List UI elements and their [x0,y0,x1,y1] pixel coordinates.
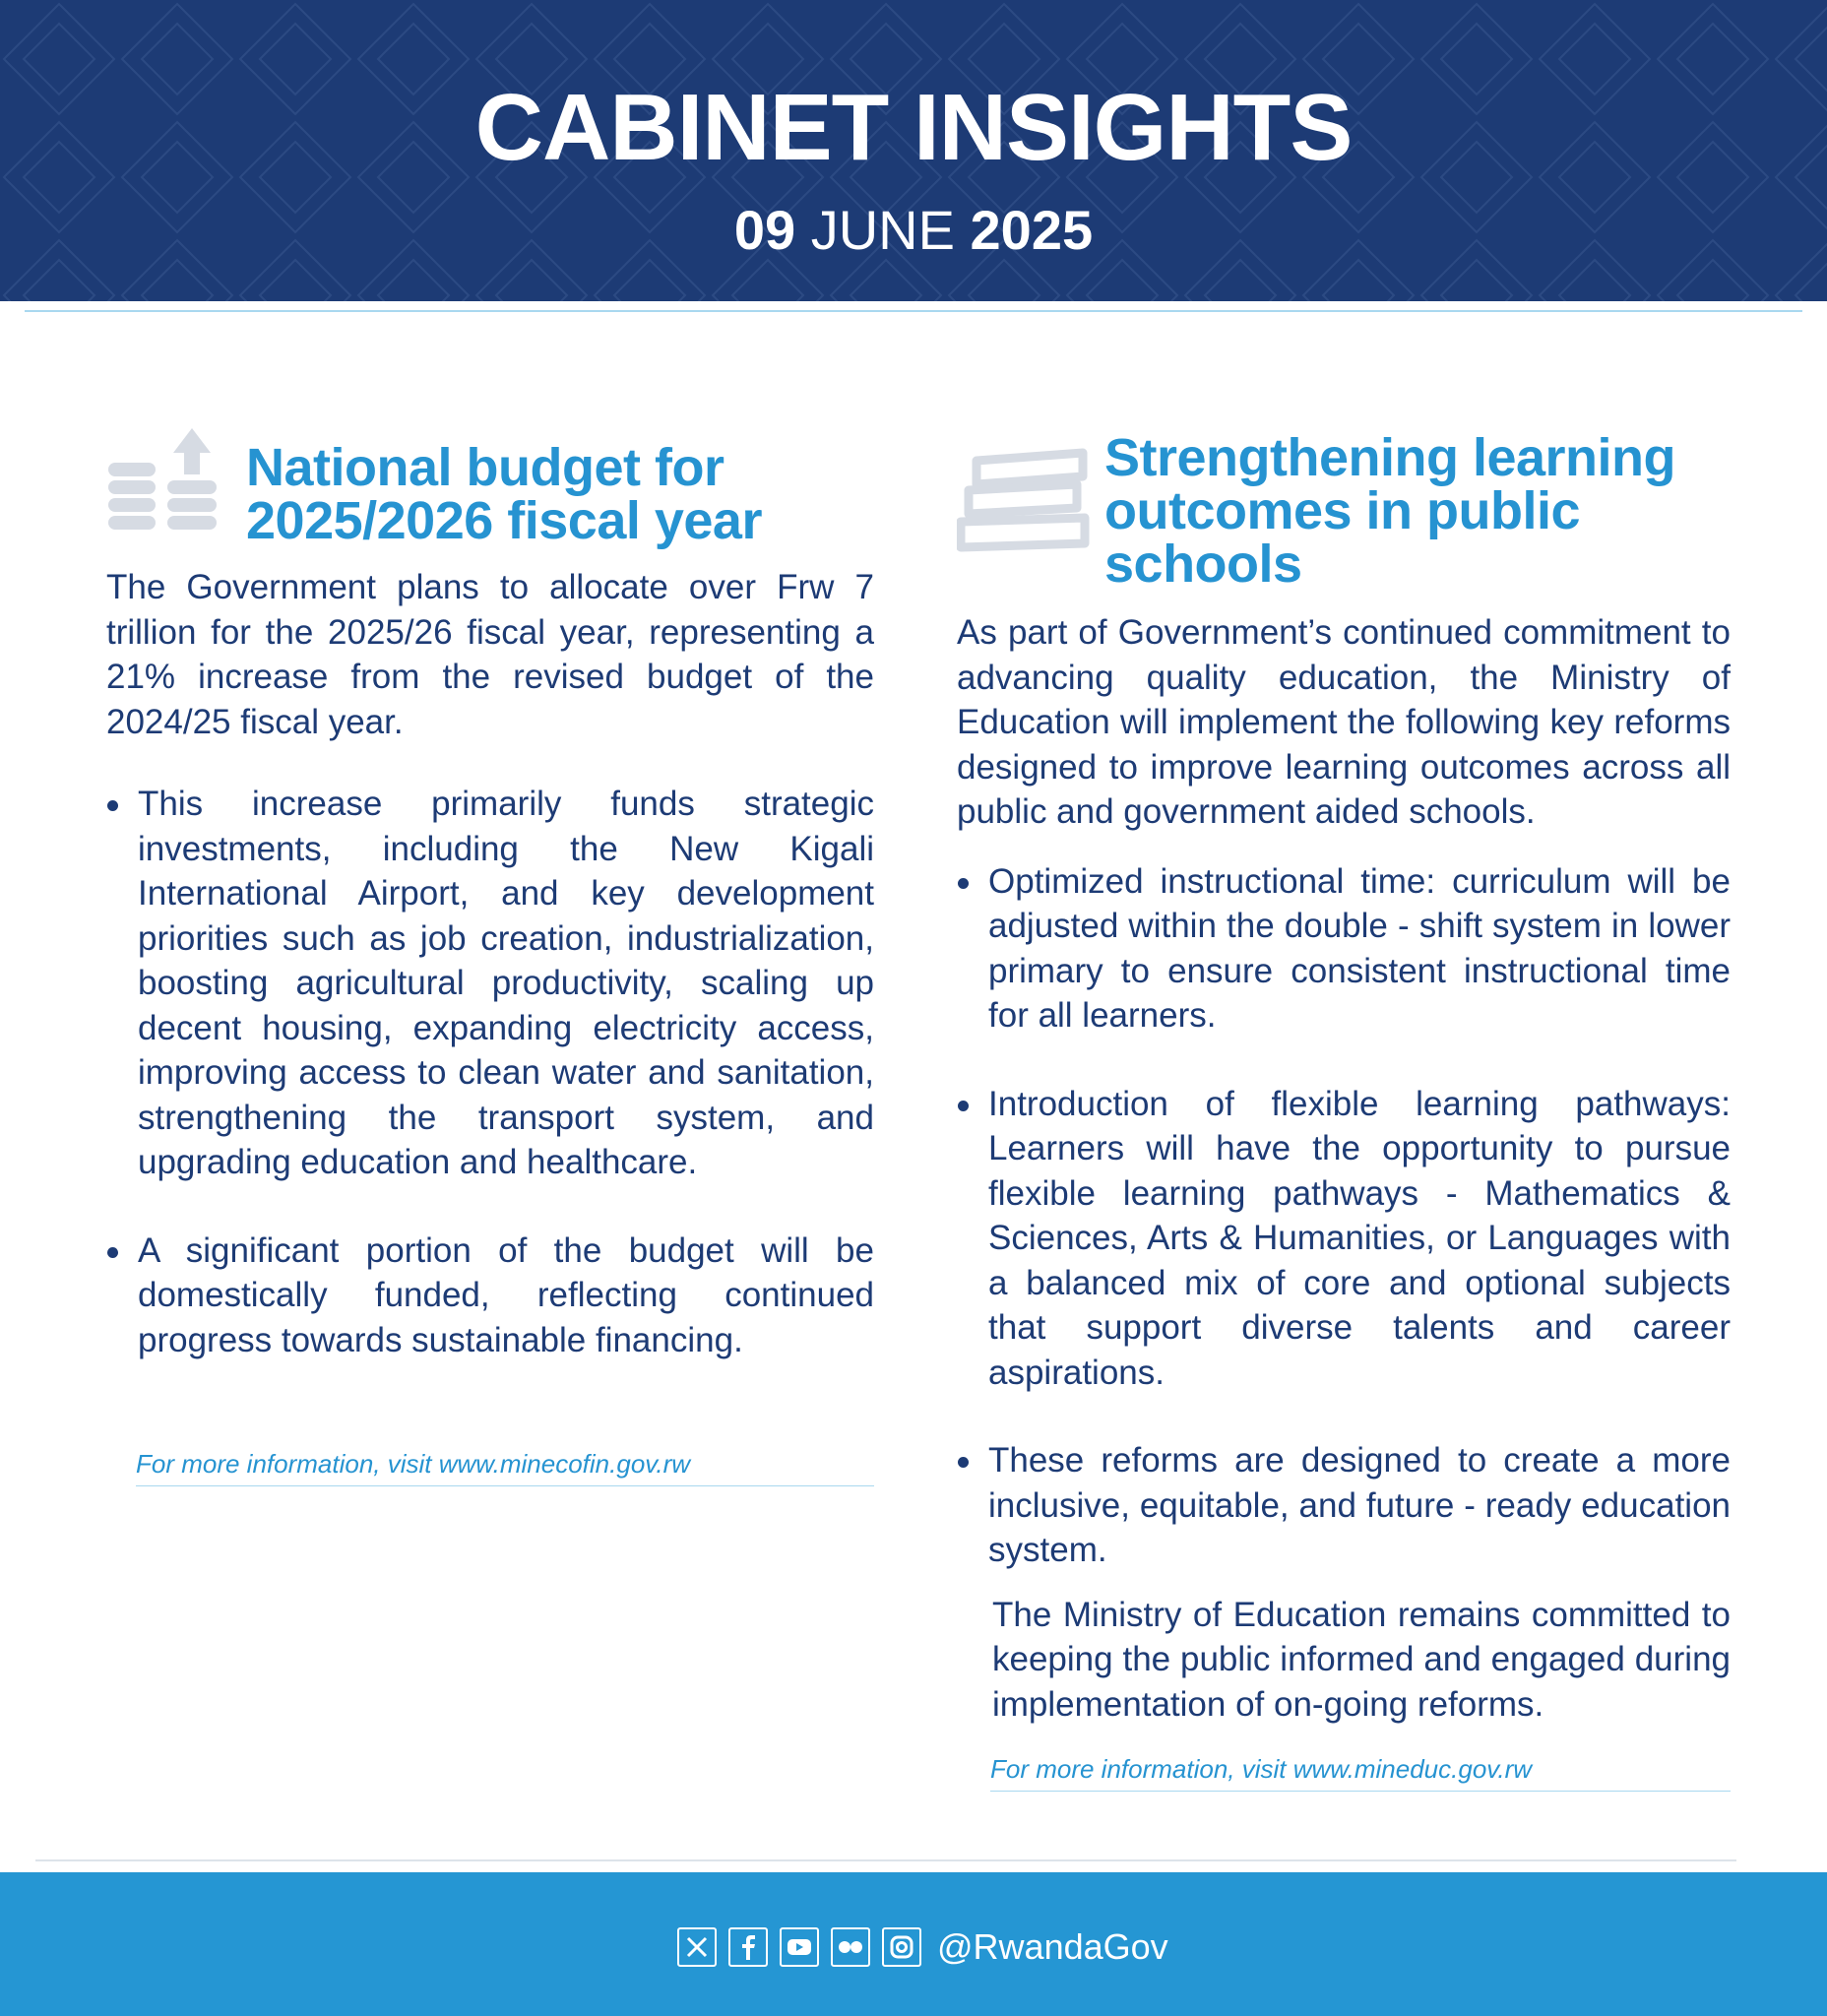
budget-title [246,438,856,550]
coins-growth-icon [106,423,224,551]
header-divider [25,310,1802,312]
footer-bar [0,1872,1827,2016]
education-bullets [957,859,1731,1573]
instagram-icon[interactable] [882,1927,921,1967]
education-title-line1: Strengthening learning [1104,428,1676,487]
budget-title-line1: National budget for [246,438,724,497]
list-item: This increase primarily funds strategic investments, including the New Kigali International Airport, and key development priorities such as job creation, industrialization, boosting agricultural productivity, scaling up decent housing, expanding electricity access, improving access to clean water and sanitation, strengthening the transport system, and upgrading education and healthcare. [106,782,874,1185]
page-title: CABINET INSIGHTS [474,75,1353,180]
budget-title-line2: 2025/2026 fiscal year [246,491,762,550]
budget-section [106,423,874,1486]
flickr-icon[interactable] [831,1927,870,1967]
education-intro: As part of Government’s continued commitment to advancing quality education, the Ministry of Education will implement the following key reforms designed to improve learning outcomes across all public and government aided schools. [957,613,1731,831]
budget-bullets [106,782,874,1362]
list-item: These reforms are designed to create a more inclusive, equitable, and future - ready education system. [957,1438,1731,1573]
social-links [677,1927,1168,1967]
social-handle[interactable]: @RwandaGov [937,1926,1168,1967]
education-title [1104,428,1715,594]
education-closing: The Ministry of Education remains committed to keeping the public informed and engaged during implementation of on-going reforms. [992,1595,1731,1724]
list-item: A significant portion of the budget will be domestically funded, reflecting continued progress towards sustainable financing. [106,1228,874,1363]
header-banner [0,0,1827,301]
education-title-line3: schools [1104,535,1302,594]
list-item: Optimized instructional time: curriculum will be adjusted within the double - shift system in lower primary to ensure consistent instructional time for all learners. [957,859,1731,1039]
list-item: Introduction of flexible learning pathways: Learners will have the opportunity to pursue flexible learning pathways - Mathematics & Sciences, Arts & Humanities, or Languages with a balanced mix of core and optional subjects that support diverse talents and career aspirations. [957,1082,1731,1396]
youtube-icon[interactable] [780,1927,819,1967]
issue-date [0,199,1827,261]
budget-section-header [106,423,874,571]
date-day: 09 [733,199,796,261]
x-icon[interactable] [677,1927,717,1967]
budget-more-info: For more information, visit www.minecofin.gov.rw [136,1449,874,1486]
date-year: 2025 [970,199,1094,261]
education-title-line2: outcomes in public [1104,481,1581,540]
education-more-info: For more information, visit www.mineduc.gov.rw [990,1754,1731,1792]
books-icon [957,447,1095,555]
budget-intro: The Government plans to allocate over Frw 7 trillion for the 2025/26 fiscal year, representing a 21% increase from the revised budget of the 2024/25 fiscal year. [106,568,874,741]
footer-divider [35,1859,1736,1861]
facebook-icon[interactable] [728,1927,768,1967]
date-month: JUNE [810,199,955,261]
education-section [957,423,1731,1792]
education-section-header [957,423,1731,616]
